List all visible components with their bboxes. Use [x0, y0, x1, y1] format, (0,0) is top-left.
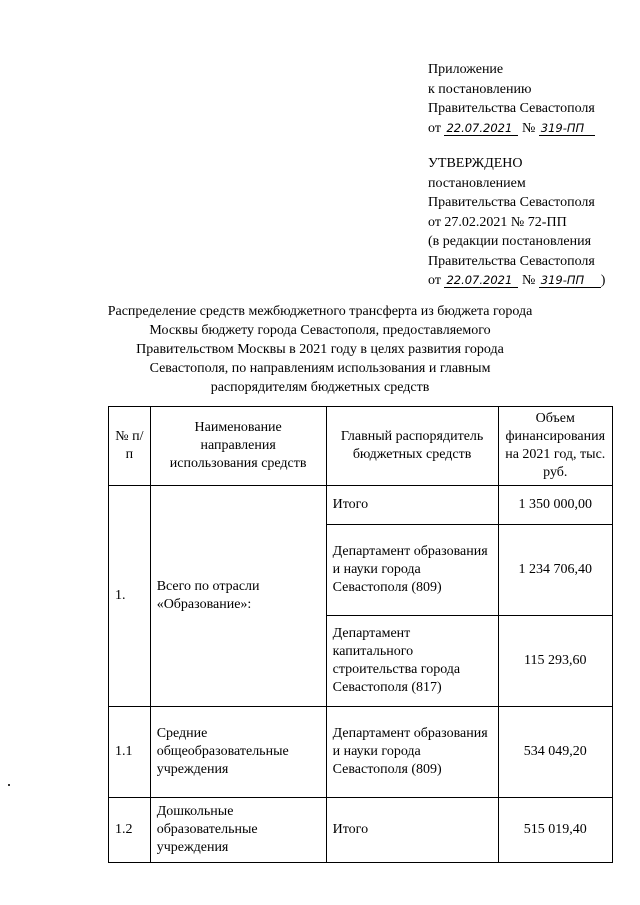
- cell-num: 1.2: [109, 798, 151, 863]
- table-row: [109, 798, 613, 863]
- header-manager: Главный распорядитель бюджетных средств: [326, 407, 498, 486]
- table-header-row: [109, 407, 613, 486]
- handwritten-date: 22.07.2021: [444, 274, 518, 288]
- appendix-date-line: от 22.07.2021 № 319-ПП: [428, 119, 633, 139]
- cell-direction: Всего по отрасли «Образование»:: [150, 486, 326, 707]
- appendix-line: к постановлению: [428, 81, 532, 97]
- scan-speck: [8, 784, 10, 786]
- appendix-line: Правительства Севастополя: [428, 101, 595, 116]
- cell-manager: Итого: [326, 486, 498, 525]
- cell-amount: 115 293,60: [498, 616, 612, 707]
- header-num: № п/п: [109, 407, 151, 486]
- handwritten-number: 319-ПП: [539, 274, 601, 288]
- header-amount: Объем финансирования на 2021 год, тыс. руб.: [498, 407, 612, 486]
- cell-manager: Департамент образования и науки города Севастополя (809): [326, 525, 498, 616]
- cell-direction: Средние общеобразовательные учреждения: [150, 707, 326, 798]
- approved-line: постановлением: [428, 175, 526, 191]
- cell-manager: Департамент образования и науки города Севастополя (809): [326, 707, 498, 798]
- appendix-header: [428, 60, 633, 291]
- cell-num: 1.: [109, 486, 151, 707]
- handwritten-number: 319-ПП: [539, 122, 595, 136]
- document-title: Распределение средств межбюджетного трансферта из бюджета города Москвы бюджету города Севастополя, предоставляемого Правительством Москвы в 2021 году в целях развития города Севастополя, по направлениям использования и главным распорядителям бюджетных средств: [107, 304, 533, 395]
- cell-amount: 1 234 706,40: [498, 525, 612, 616]
- table-row: [109, 486, 613, 525]
- handwritten-date: 22.07.2021: [444, 122, 518, 136]
- approved-line: (в редакции постановления: [428, 234, 592, 249]
- cell-amount: 1 350 000,00: [498, 486, 612, 525]
- approved-line: Правительства Севастополя: [428, 195, 595, 210]
- approved-line: Правительства Севастополя: [428, 253, 595, 269]
- distribution-table: [108, 406, 613, 863]
- cell-manager: Итого: [326, 798, 498, 863]
- table-row: [109, 707, 613, 798]
- approved-date-line: от 22.07.2021 № 319-ПП ): [428, 273, 606, 288]
- cell-amount: 534 049,20: [498, 707, 612, 798]
- cell-amount: 515 019,40: [498, 798, 612, 863]
- approved-line: УТВЕРЖДЕНО: [428, 156, 523, 171]
- approved-line: от 27.02.2021 № 72-ПП: [428, 214, 567, 230]
- header-direction: Наименование направления использования средств: [150, 407, 326, 486]
- cell-manager: Департамент капитального строительства города Севастополя (817): [326, 616, 498, 707]
- appendix-line: Приложение: [428, 62, 504, 77]
- cell-num: 1.1: [109, 707, 151, 798]
- cell-direction: Дошкольные образовательные учреждения: [150, 798, 326, 863]
